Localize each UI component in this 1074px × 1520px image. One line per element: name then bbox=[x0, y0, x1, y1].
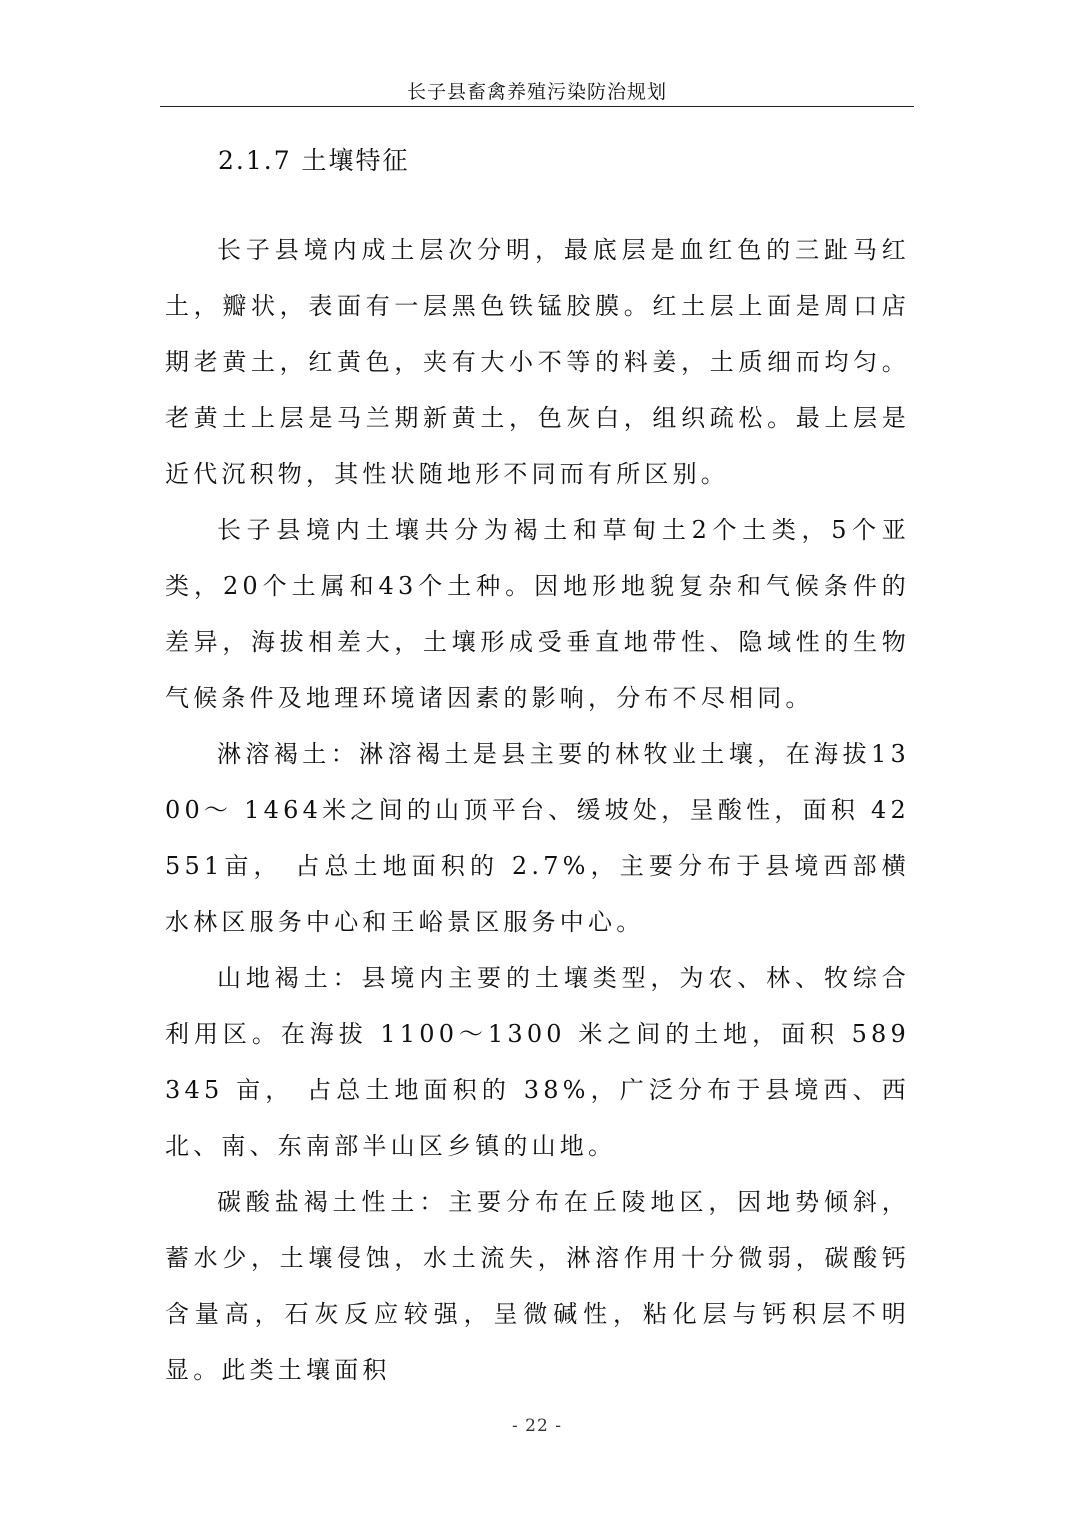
page-number: - 22 - bbox=[512, 1416, 562, 1436]
section-title: 2.1.7 土壤特征 bbox=[218, 146, 410, 175]
page-header: 长子县畜禽养殖污染防治规划 bbox=[406, 81, 667, 103]
paragraph-leached-cinnamon-soil: 淋溶褐土：淋溶褐土是县主要的林牧业土壤，在海拔1300～ 1464米之间的山顶平台、缓坡处，呈酸性，面积 42551亩， 占总土地面积的 2.7%，主要分布于县境西部横水林区服务中心和王峪景区服务中心。 bbox=[165, 740, 910, 936]
document-body bbox=[165, 222, 910, 1398]
paragraph-soil-types: 长子县境内土壤共分为褐土和草甸土2个土类，5个亚类，20个土属和43个土种。因地形地貌复杂和气候条件的差异，海拔相差大，土壤形成受垂直地带性、隐域性的生物气候条件及地理环境诸因素的影响，分布不尽相同。 bbox=[165, 516, 910, 712]
header-divider bbox=[160, 106, 914, 107]
paragraph-soil-layers: 长子县境内成土层次分明，最底层是血红色的三趾马红土，瓣状，表面有一层黑色铁锰胶膜。红土层上面是周口店期老黄土，红黄色，夹有大小不等的料姜，土质细而均匀。老黄土上层是马兰期新黄土，色灰白，组织疏松。最上层是近代沉积物，其性状随地形不同而有所区别。 bbox=[165, 236, 910, 488]
paragraph-carbonate-cinnamon-soil: 碳酸盐褐土性土：主要分布在丘陵地区，因地势倾斜，蓄水少，土壤侵蚀，水土流失，淋溶作用十分微弱，碳酸钙含量高，石灰反应较强，呈微碱性，粘化层与钙积层不明显。此类土壤面积 bbox=[165, 1188, 910, 1384]
paragraph-mountain-cinnamon-soil: 山地褐土：县境内主要的土壤类型，为农、林、牧综合利用区。在海拔 1100～1300 米之间的土地，面积 589345 亩， 占总土地面积的 38%，广泛分布于县境西、西北、南、东南部半山区乡镇的山地。 bbox=[165, 964, 910, 1160]
